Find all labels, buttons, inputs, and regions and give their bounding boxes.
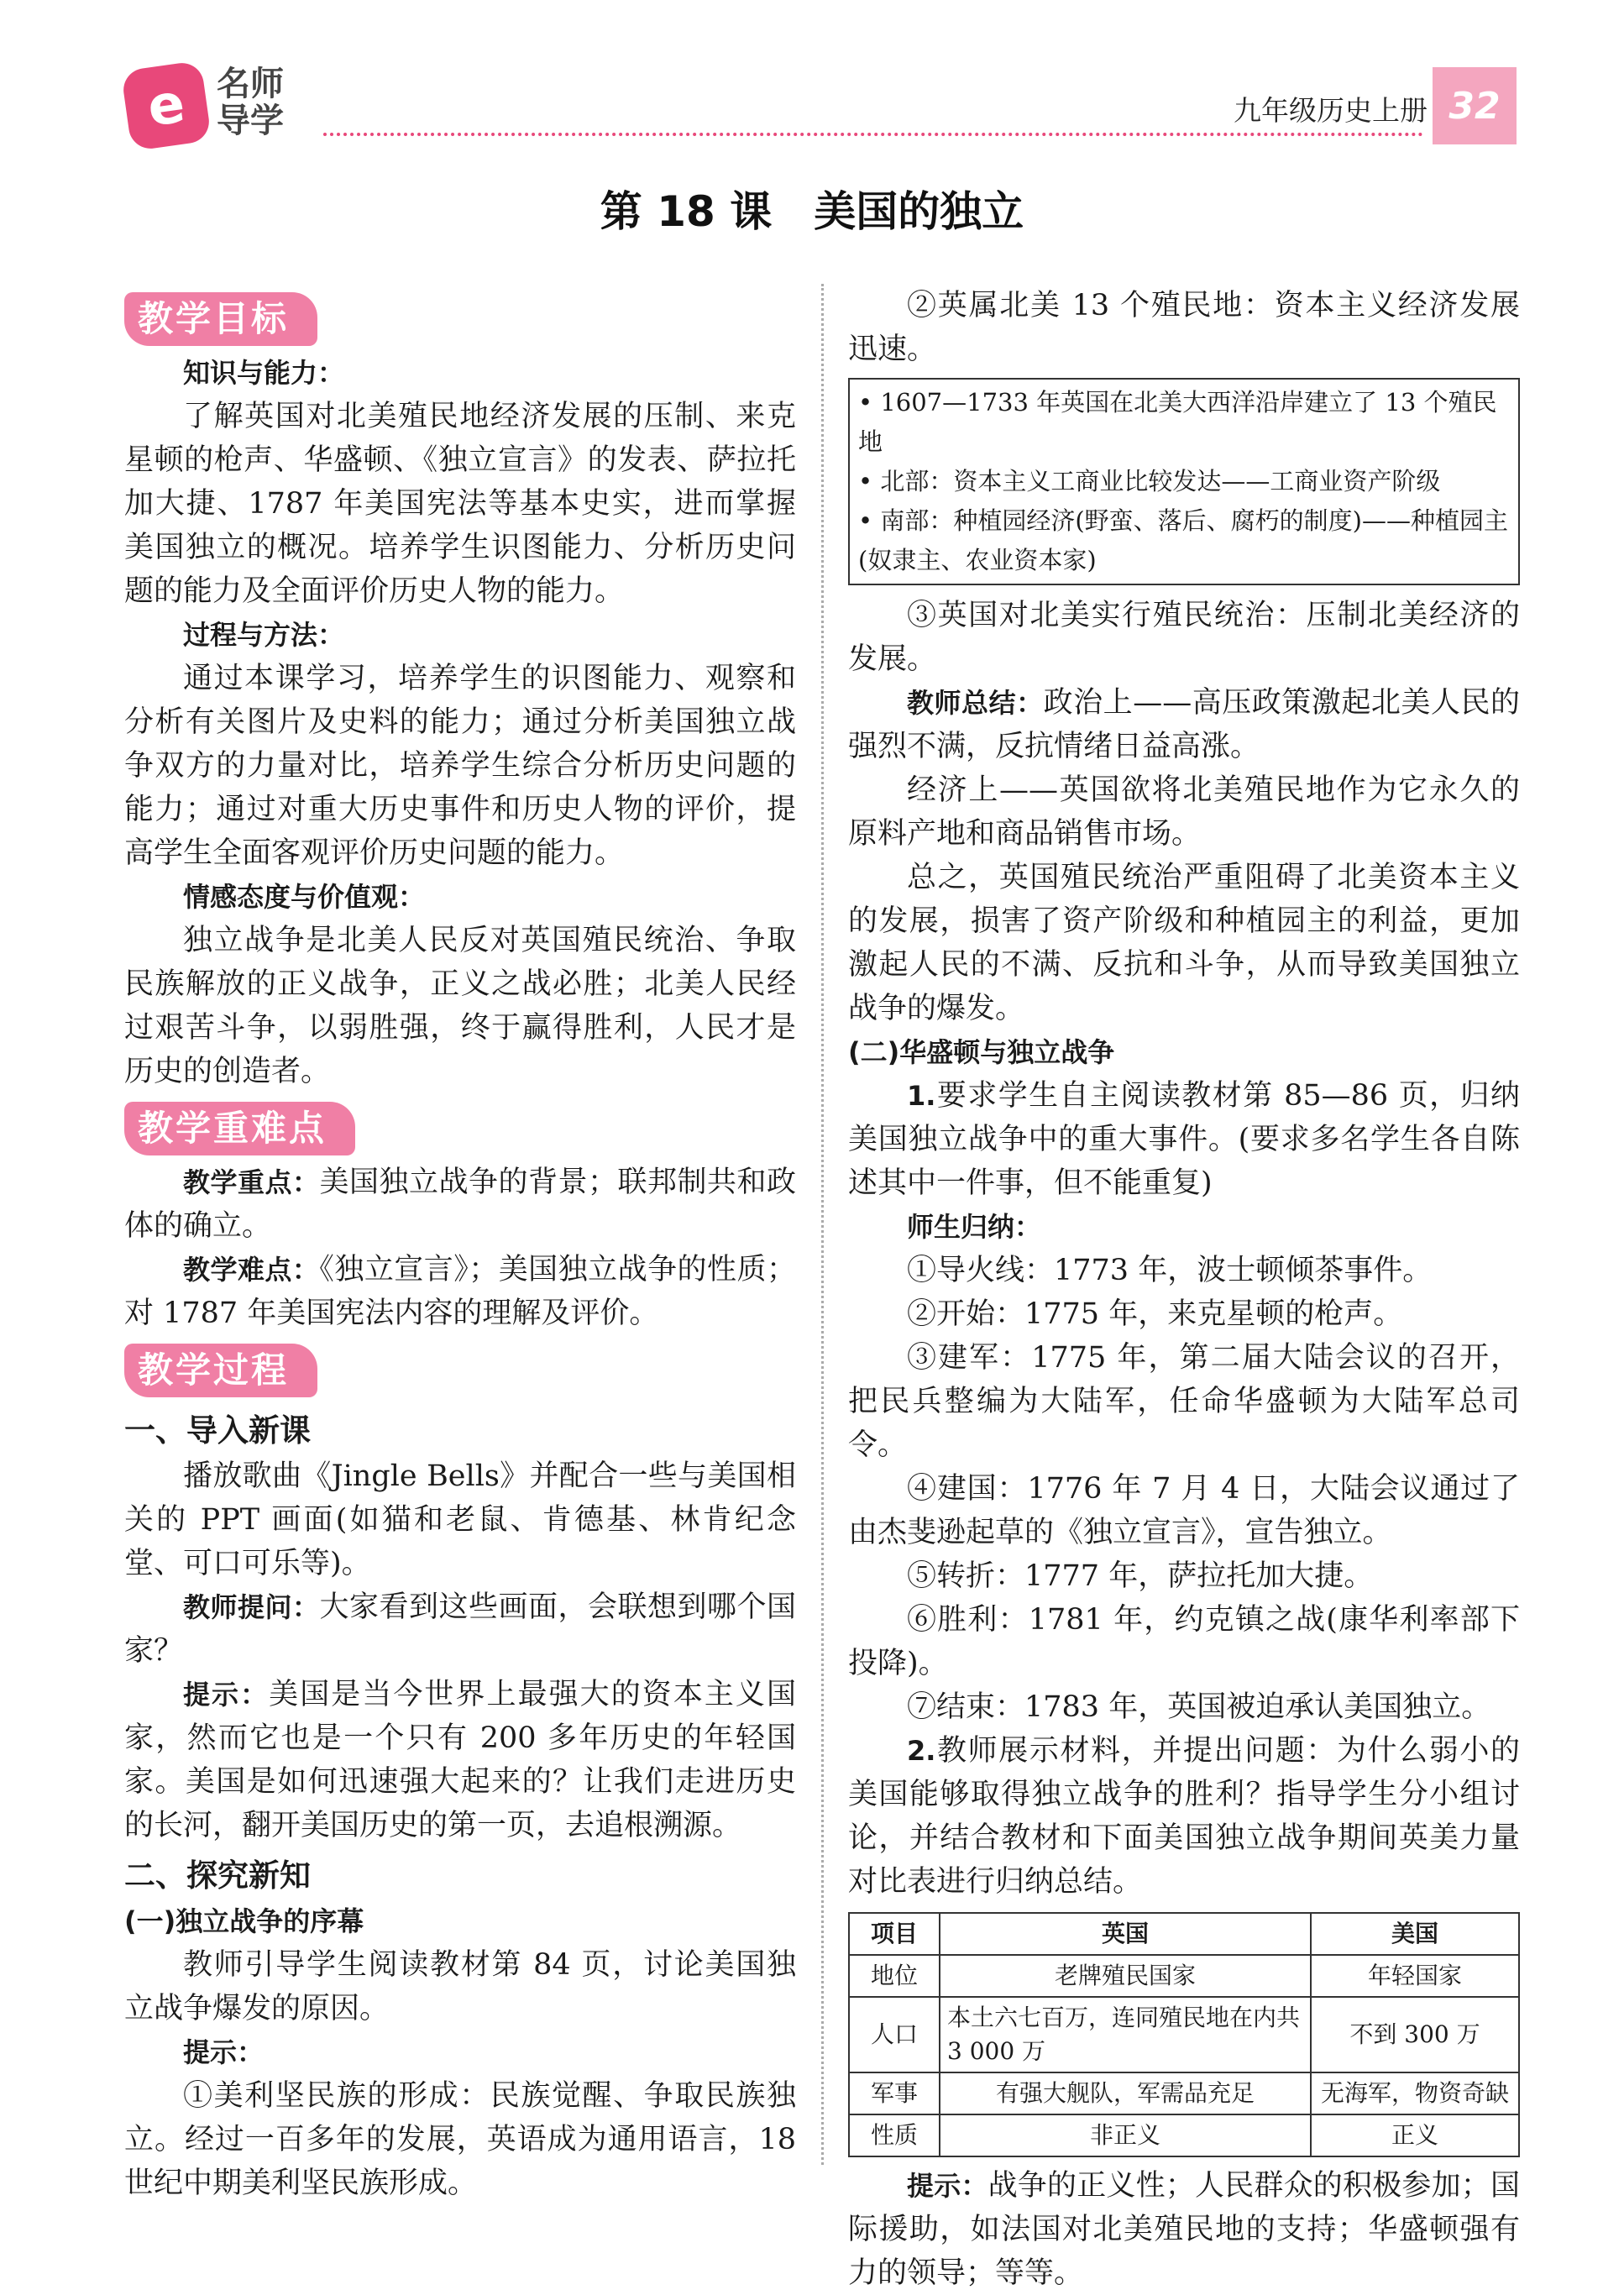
event-item: ⑥胜利：1781 年，约克镇之战(康华利率部下投降)。 bbox=[848, 1603, 1520, 1680]
section-banner-process: 教学过程 bbox=[124, 1344, 317, 1397]
task-1 bbox=[848, 1074, 1520, 1205]
teacher-summary-text-2: 经济上——英国欲将北美殖民地作为它永久的原料产地和商品销售市场。 bbox=[848, 773, 1520, 851]
table-header: 美国 bbox=[1311, 1913, 1519, 1955]
table-cell: 军事 bbox=[849, 2072, 940, 2114]
sub1-heading: (一)独立战争的序幕 bbox=[124, 1905, 364, 1937]
teacher-summary-text-1: 政治上——高压政策激起北美人民的强烈不满，反抗情绪日益高涨。 bbox=[848, 686, 1520, 763]
teacher-summary-label: 教师总结： bbox=[907, 687, 1044, 719]
intro-hint bbox=[124, 1673, 796, 1847]
event-item: ⑦结束：1783 年，英国被迫承认美国独立。 bbox=[907, 1690, 1491, 1724]
column-divider bbox=[821, 284, 824, 2165]
key-point bbox=[124, 1161, 796, 1248]
table-cell: 正义 bbox=[1311, 2114, 1519, 2156]
table-header-row bbox=[849, 1913, 1519, 1955]
teacher-summary bbox=[848, 681, 1520, 768]
table-cell: 性质 bbox=[849, 2114, 940, 2156]
emotion-text: 独立战争是北美人民反对英国殖民统治、争取民族解放的正义战争，正义之战必胜；北美人民经过艰苦斗争，以弱胜强，终于赢得胜利，人民才是历史的创造者。 bbox=[124, 924, 796, 1088]
right-column bbox=[848, 284, 1520, 2295]
table-row bbox=[849, 1997, 1519, 2072]
table-cell: 不到 300 万 bbox=[1311, 1997, 1519, 2072]
event-item: ④建国：1776 年 7 月 4 日，大陆会议通过了由杰斐逊起草的《独立宣言》，宣告独立。 bbox=[848, 1472, 1520, 1549]
event-item: ①导火线：1773 年，波士顿倾茶事件。 bbox=[907, 1254, 1433, 1287]
table-row bbox=[849, 1955, 1519, 1997]
difficult-point-text: 《独立宣言》；美国独立战争的性质；对 1787 年美国宪法内容的理解及评价。 bbox=[124, 1253, 796, 1330]
table-header: 英国 bbox=[940, 1913, 1311, 1955]
task-2-number: 2. bbox=[907, 1735, 936, 1767]
reason-3: ③英国对北美实行殖民统治：压制北美经济的发展。 bbox=[848, 599, 1520, 676]
hint2-label: 提示： bbox=[183, 2036, 265, 2068]
difficult-point-label: 教学难点： bbox=[183, 1254, 320, 1286]
comparison-table bbox=[848, 1912, 1520, 2157]
final-hint-label: 提示： bbox=[907, 2170, 988, 2202]
left-column bbox=[124, 284, 796, 2205]
table-row bbox=[849, 2072, 1519, 2114]
section-banner-objectives: 教学目标 bbox=[124, 292, 317, 346]
intro-hint-text: 美国是当今世界上最强大的资本主义国家，然而它也是一个只有 200 多年历史的年轻国家。美国是如何迅速强大起来的？让我们走进历史的长河，翻开美国历史的第一页，去追根溯源。 bbox=[124, 1678, 796, 1842]
key-point-label: 教学重点： bbox=[183, 1166, 320, 1198]
teacher-summary-text-3: 总之，英国殖民统治严重阻碍了北美资本主义的发展，损害了资产阶级和种植园主的利益，更加激起人民的不满、反抗和斗争，从而导致美国独立战争的爆发。 bbox=[848, 861, 1520, 1025]
table-cell: 人口 bbox=[849, 1997, 940, 2072]
knowledge-label: 知识与能力： bbox=[183, 357, 345, 389]
note-line: • 北部：资本主义工商业比较发达——工商业资产阶级 bbox=[858, 467, 1441, 495]
final-hint bbox=[848, 2164, 1520, 2295]
publisher-logo-icon: e bbox=[121, 60, 212, 151]
emotion-label: 情感态度与价值观： bbox=[183, 881, 426, 913]
sub2-heading: (二)华盛顿与独立战争 bbox=[848, 1036, 1115, 1068]
section-banner-keypoints: 教学重难点 bbox=[124, 1102, 355, 1155]
note-line: • 南部：种植园经济(野蛮、落后、腐朽的制度)——种植园主(奴隶主、农业资本家) bbox=[858, 506, 1508, 574]
intro-text: 播放歌曲《Jingle Bells》并配合一些与美国相关的 PPT 画面(如猫和老鼠、肯德基、林肯纪念堂、可口可乐等)。 bbox=[124, 1459, 796, 1580]
task-2-text: 教师展示材料，并提出问题：为什么弱小的美国能够取得独立战争的胜利？指导学生分小组讨论，并结合教材和下面美国独立战争期间英美力量对比表进行归纳总结。 bbox=[848, 1734, 1520, 1899]
page-number: 32 bbox=[1433, 67, 1517, 144]
task-1-number: 1. bbox=[907, 1080, 936, 1112]
table-row bbox=[849, 2114, 1519, 2156]
grade-label: 九年级历史上册 bbox=[1234, 94, 1428, 127]
summary-label: 师生归纳： bbox=[907, 1211, 1042, 1243]
publisher-logo-text bbox=[217, 65, 317, 139]
note-line: • 1607—1733 年英国在北美大西洋沿岸建立了 13 个殖民地 bbox=[858, 388, 1497, 456]
event-item: ⑤转折：1777 年，萨拉托加大捷。 bbox=[907, 1559, 1374, 1593]
teacher-question bbox=[124, 1585, 796, 1673]
event-item: ③建军：1775 年，第二届大陆会议的召开，把民兵整编为大陆军，任命华盛顿为大陆军总司令。 bbox=[848, 1341, 1520, 1462]
logo-line-2: 导学 bbox=[217, 102, 284, 140]
teacher-question-text: 大家看到这些画面，会联想到哪个国家？ bbox=[124, 1590, 796, 1668]
table-cell: 无海军，物资奇缺 bbox=[1311, 2072, 1519, 2114]
key-point-text: 美国独立战争的背景；联邦制共和政体的确立。 bbox=[124, 1166, 796, 1243]
lesson-title: 第 18 课 美国的独立 bbox=[600, 187, 1024, 236]
difficult-point bbox=[124, 1248, 796, 1335]
header-dotted-rule bbox=[323, 133, 1423, 136]
part1-heading: 一、导入新课 bbox=[124, 1412, 311, 1449]
event-item: ②开始：1775 年，来克星顿的枪声。 bbox=[907, 1297, 1403, 1331]
table-cell: 老牌殖民国家 bbox=[940, 1955, 1311, 1997]
logo-line-1: 名师 bbox=[217, 65, 284, 103]
knowledge-text: 了解英国对北美殖民地经济发展的压制、来克星顿的枪声、华盛顿、《独立宣言》的发表、萨拉托加大捷、1787 年美国宪法等基本史实，进而掌握美国独立的概况。培养学生识图能力、分析历史问题的能力及全面评价历史人物的能力。 bbox=[124, 400, 796, 608]
process-label: 过程与方法： bbox=[183, 619, 345, 651]
process-text: 通过本课学习，培养学生的识图能力、观察和分析有关图片及史料的能力；通过分析美国独立战争双方的力量对比，培养学生综合分析历史问题的能力；通过对重大历史事件和历史人物的评价，提高学生全面客观评价历史问题的能力。 bbox=[124, 662, 796, 870]
table-cell: 地位 bbox=[849, 1955, 940, 1997]
table-header: 项目 bbox=[849, 1913, 940, 1955]
teacher-question-label: 教师提问： bbox=[183, 1591, 320, 1623]
reason-1: ①美利坚民族的形成：民族觉醒、争取民族独立。经过一百多年的发展，英语成为通用语言，18 世纪中期美利坚民族形成。 bbox=[124, 2079, 796, 2200]
final-hint-text: 战争的正义性；人民群众的积极参加；国际援助，如法国对北美殖民地的支持；华盛顿强有力的领导；等等。 bbox=[848, 2169, 1520, 2290]
reason-2: ②英属北美 13 个殖民地：资本主义经济发展迅速。 bbox=[848, 289, 1520, 366]
table-cell: 有强大舰队，军需品充足 bbox=[940, 2072, 1311, 2114]
table-cell: 本土六七百万，连同殖民地在内共 3 000 万 bbox=[940, 1997, 1311, 2072]
intro-hint-label: 提示： bbox=[183, 1679, 270, 1711]
guide-text: 教师引导学生阅读教材第 84 页，讨论美国独立战争爆发的原因。 bbox=[124, 1948, 796, 2025]
part2-heading: 二、探究新知 bbox=[124, 1857, 311, 1894]
table-cell: 年轻国家 bbox=[1311, 1955, 1519, 1997]
task-1-text: 要求学生自主阅读教材第 85—86 页，归纳美国独立战争中的重大事件。(要求多名学生各自陈述其中一件事，但不能重复) bbox=[848, 1079, 1520, 1200]
table-cell: 非正义 bbox=[940, 2114, 1311, 2156]
task-2 bbox=[848, 1729, 1520, 1904]
colony-note-box bbox=[848, 378, 1520, 585]
